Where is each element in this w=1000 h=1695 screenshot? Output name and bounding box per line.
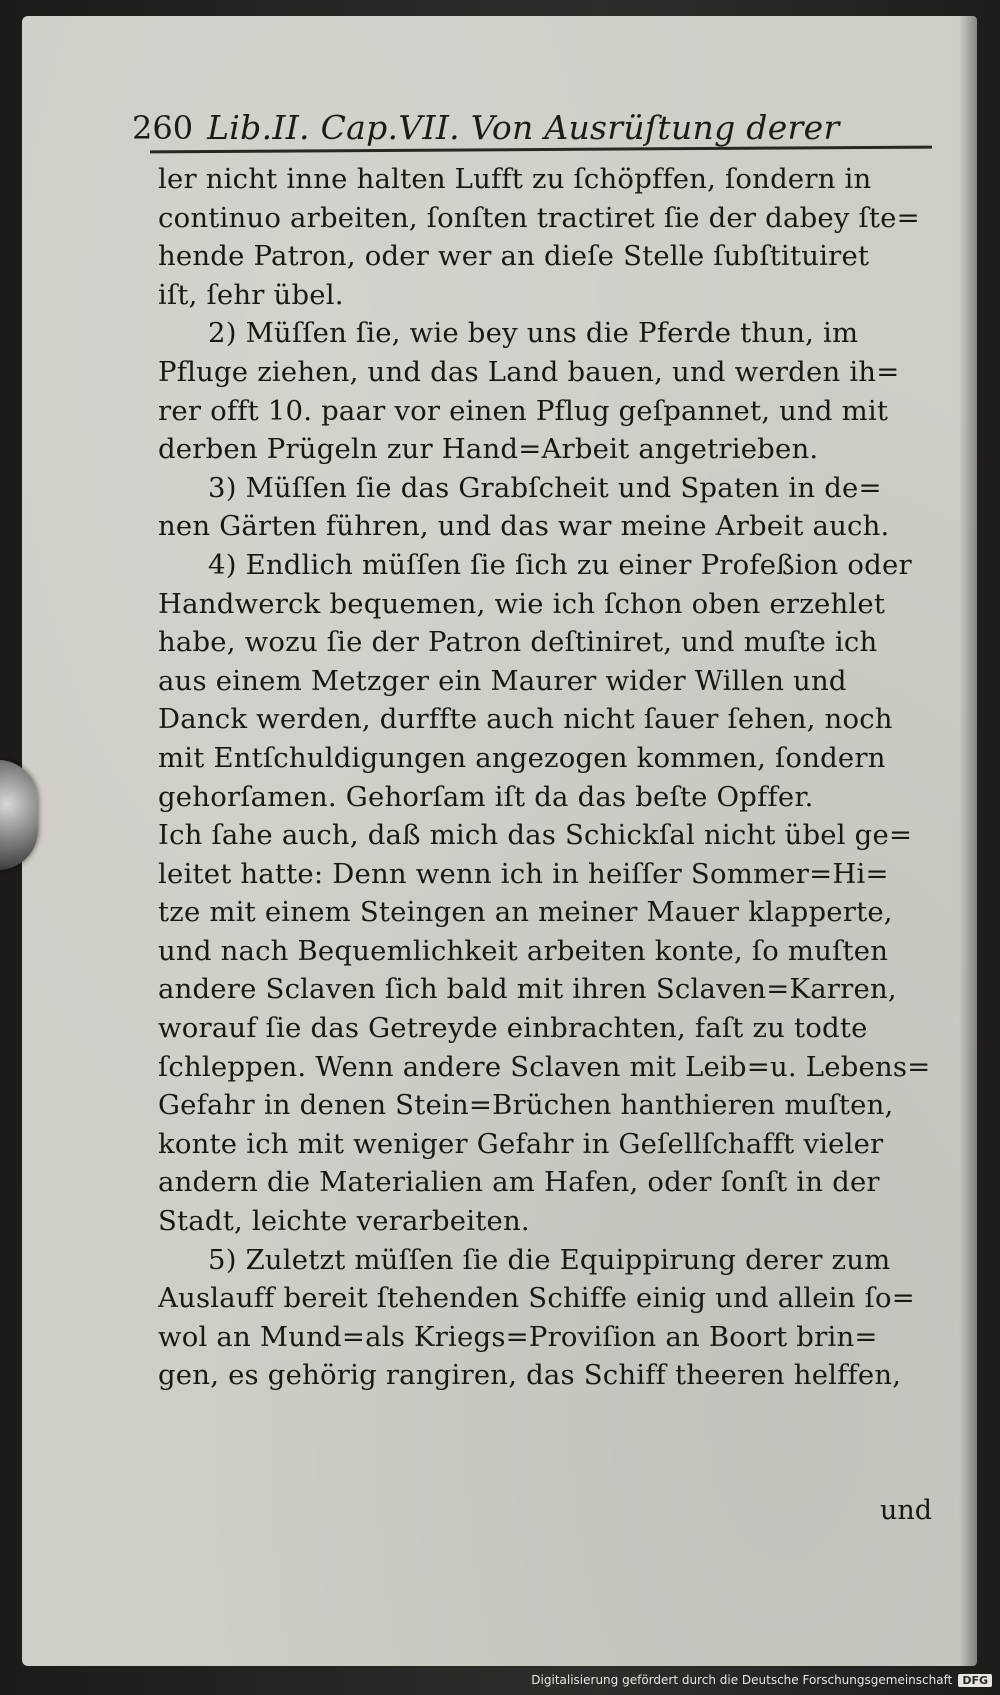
text-line: ſchleppen. Wenn andere Sclaven mit Leib=u. Lebens= bbox=[158, 1050, 931, 1083]
page-number: 260 bbox=[132, 109, 194, 147]
text-line: mit Entſchuldigungen angezogen kommen, ſondern bbox=[158, 741, 886, 774]
text-line: derben Prügeln zur Hand=Arbeit angetrieben. bbox=[158, 433, 819, 466]
text-line: und nach Bequemlichkeit arbeiten konte, ſo muſten bbox=[158, 934, 889, 967]
text-line: ler nicht inne halten Lufft zu ſchöpffen, ſondern in bbox=[158, 163, 872, 195]
dfg-logo: DFG bbox=[958, 1674, 992, 1687]
text-line: 5) Zuletzt müſſen ſie die Equippirung derer zum bbox=[208, 1243, 891, 1276]
text-line: wol an Mund=als Kriegs=Proviſion an Boort brin= bbox=[158, 1320, 878, 1353]
text-line: hende Patron, oder wer an dieſe Stelle ſubſtituiret bbox=[158, 240, 870, 273]
text-line: andern die Materialien am Hafen, oder ſonſt in der bbox=[158, 1166, 880, 1199]
digitization-footer bbox=[531, 1671, 992, 1689]
text-line: Handwerck bequemen, wie ich ſchon oben erzehlet bbox=[158, 587, 886, 620]
catchword: und bbox=[880, 1495, 933, 1526]
text-line: Auslauff bereit ſtehenden Schiffe einig und allein ſo= bbox=[158, 1282, 915, 1315]
text-line: 4) Endlich müſſen ſie ſich zu einer Profeßion oder bbox=[208, 548, 912, 581]
text-line: rer offt 10. paar vor einen Pflug geſpannet, und mit bbox=[158, 394, 889, 427]
text-line: aus einem Metzger ein Maurer wider Willen und bbox=[158, 664, 847, 697]
footer-credit: Digitalisierung gefördert durch die Deutsche Forschungsgemeinschaft bbox=[531, 1673, 953, 1687]
text-line: Gefahr in denen Stein=Brüchen hanthieren muſten, bbox=[158, 1089, 894, 1122]
text-line: konte ich mit weniger Gefahr in Geſellſchafft vieler bbox=[158, 1127, 884, 1160]
text-line: worauf ſie das Getreyde einbrachten, faſt zu todte bbox=[158, 1012, 868, 1045]
text-line: nen Gärten führen, und das war meine Arbeit auch. bbox=[158, 510, 890, 543]
text-line: andere Sclaven ſich bald mit ihren Sclaven=Karren, bbox=[158, 973, 897, 1006]
text-line: gehorſamen. Gehorſam iſt da das beſte Opffer. bbox=[158, 780, 814, 813]
text-line: tze mit einem Steingen an meiner Mauer klapperte, bbox=[158, 896, 893, 929]
text-line: Pfluge ziehen, und das Land bauen, und werden ih= bbox=[158, 355, 900, 388]
text-line: iſt, ſehr übel. bbox=[158, 278, 344, 311]
text-line: habe, wozu ſie der Patron deſtiniret, und muſte ich bbox=[158, 626, 878, 659]
text-line: leitet hatte: Denn wenn ich in heiſſer Sommer=Hi= bbox=[158, 857, 889, 890]
text-line: 3) Müſſen ſie das Grabſcheit und Spaten in de= bbox=[208, 471, 882, 504]
text-line: continuo arbeiten, ſonſten tractiret ſie der dabey ſte= bbox=[158, 201, 920, 234]
running-title: Lib.II. Cap.VII. Von Ausrüſtung derer bbox=[207, 108, 840, 147]
text-line: Danck werden, durffte auch nicht ſauer ſehen, noch bbox=[158, 703, 893, 736]
page-edge-shadow bbox=[959, 16, 977, 1666]
text-line: Stadt, leichte verarbeiten. bbox=[158, 1205, 530, 1238]
text-line: 2) Müſſen ſie, wie bey uns die Pferde thun, im bbox=[208, 317, 859, 350]
body-text bbox=[158, 160, 940, 1395]
text-line: Ich ſahe auch, daß mich das Schickſal nicht übel ge= bbox=[158, 819, 913, 852]
text-line: gen, es gehörig rangiren, das Schiff theeren helffen, bbox=[158, 1359, 902, 1392]
